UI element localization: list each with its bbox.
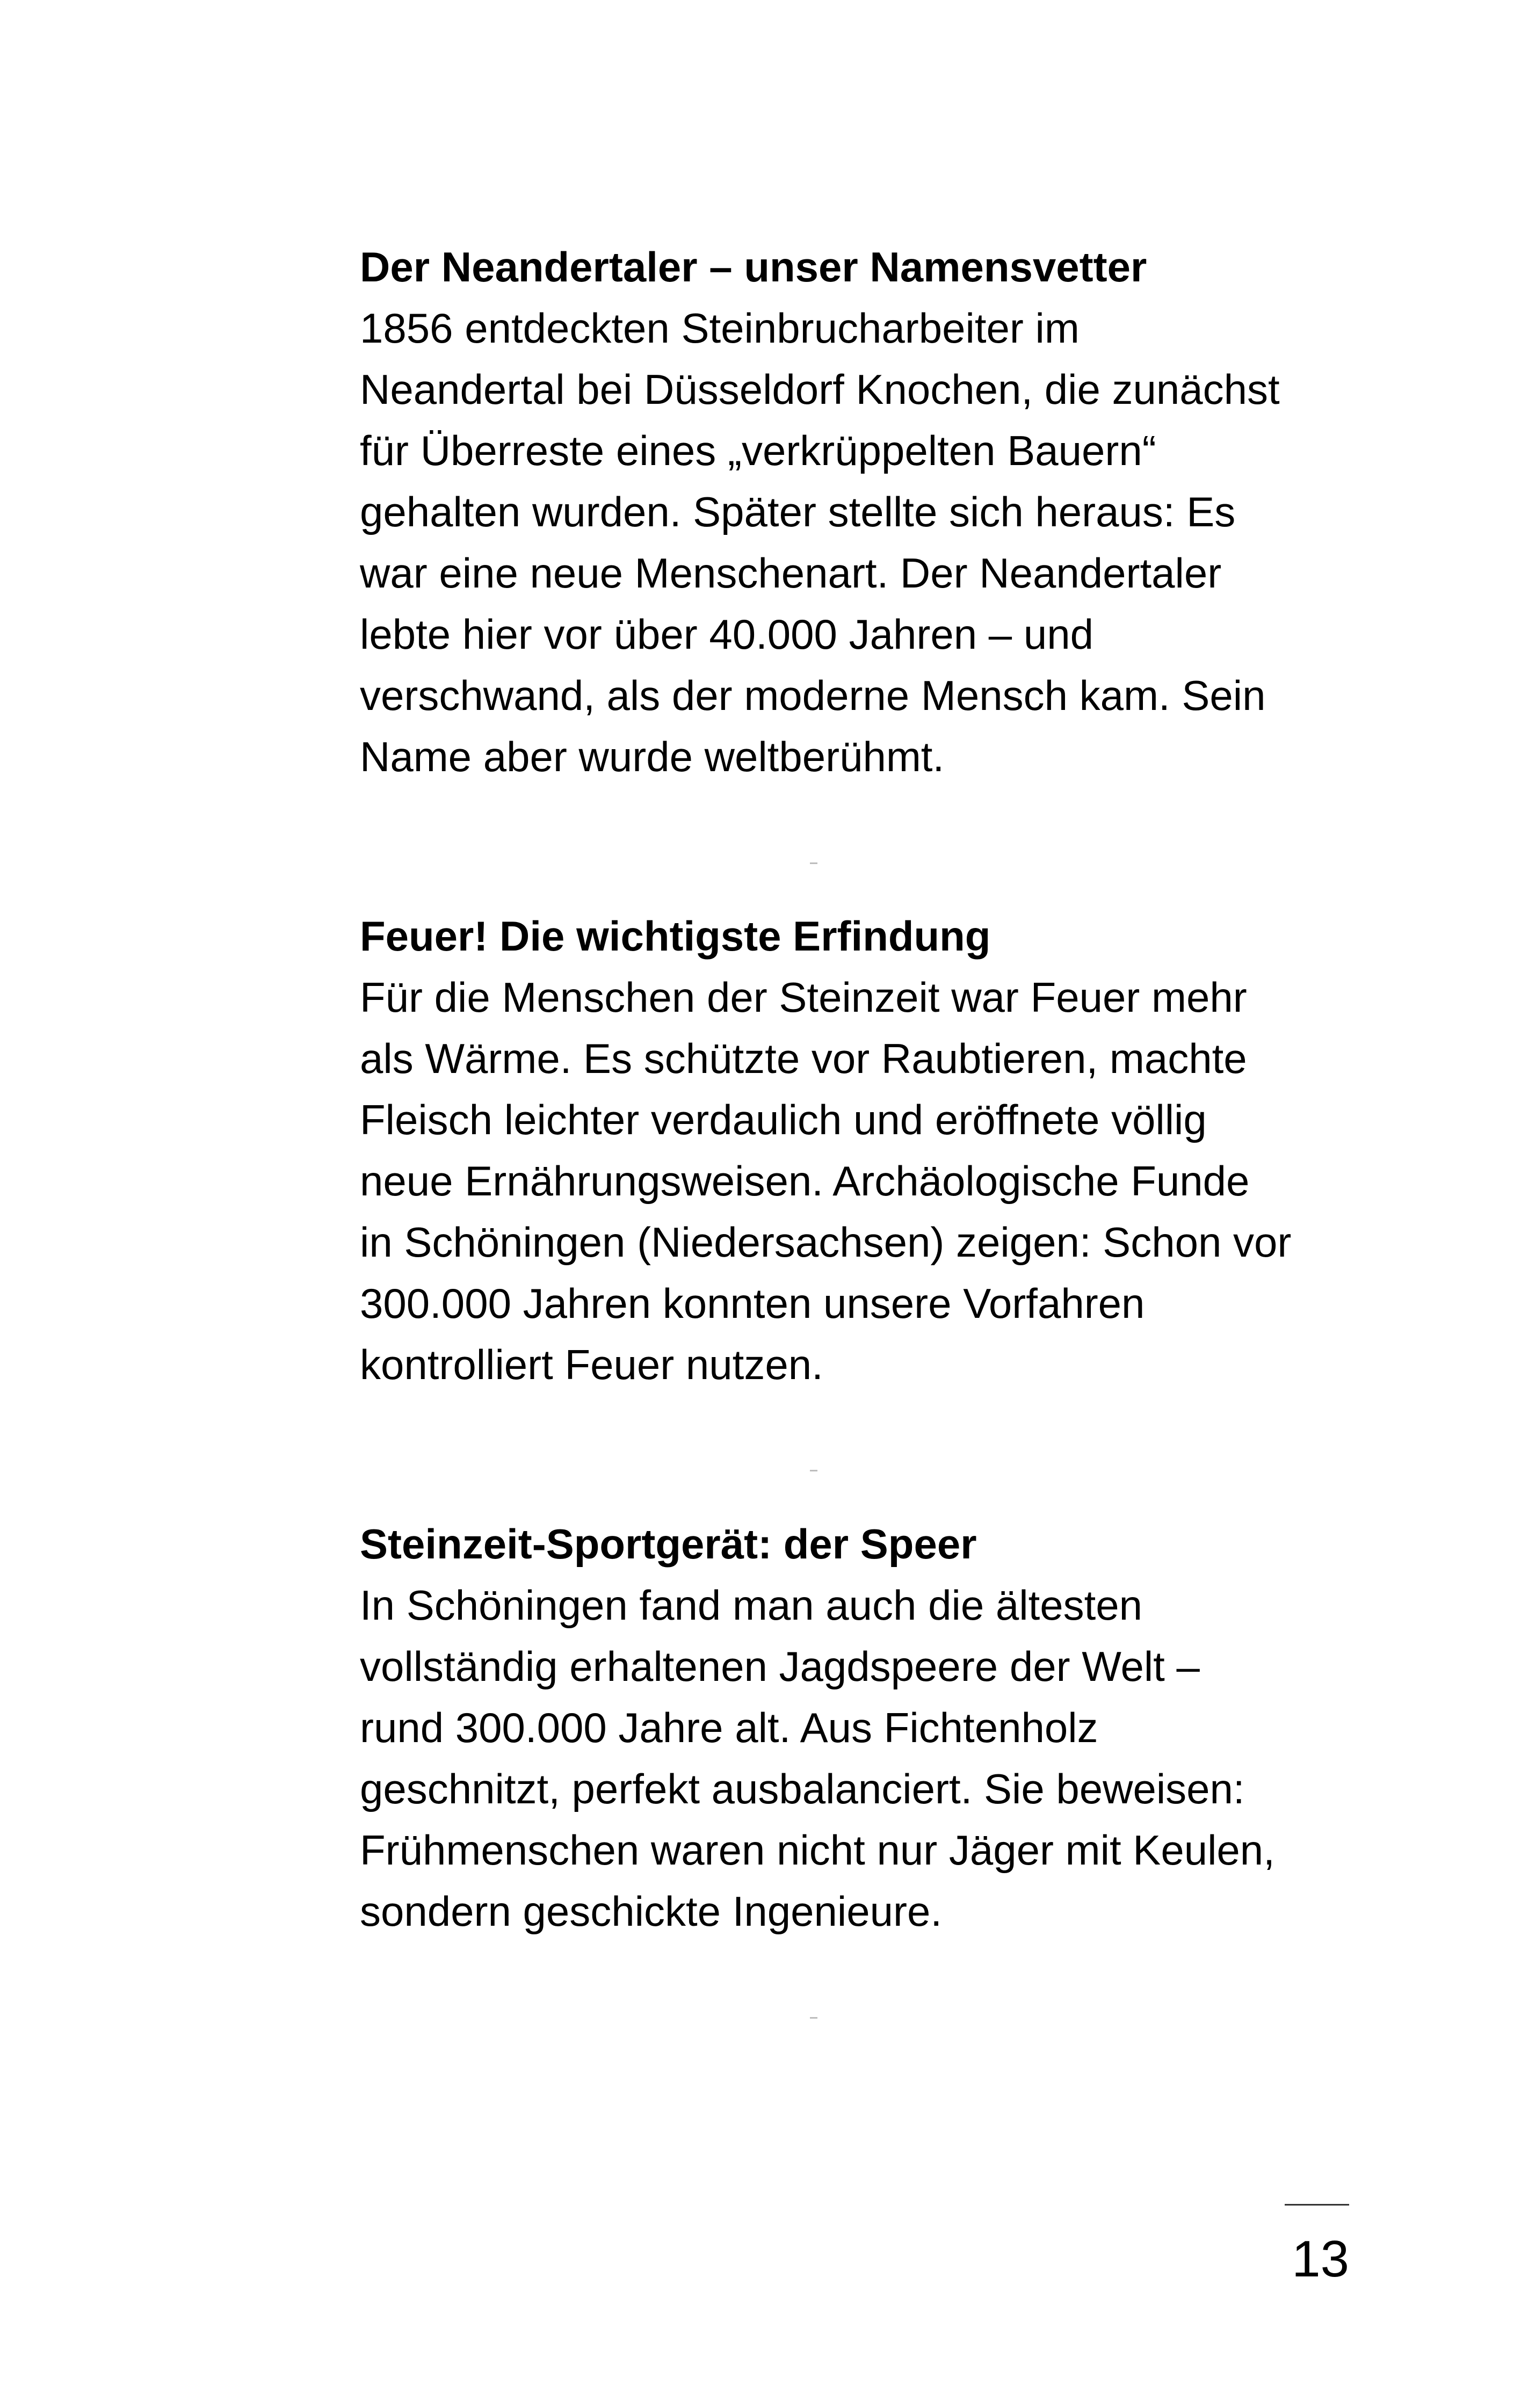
body-line: Für die Menschen der Steinzeit war Feuer mehr bbox=[360, 974, 1247, 1021]
body-line: rund 300.000 Jahre alt. Aus Fichtenholz bbox=[360, 1704, 1098, 1751]
section-feuer bbox=[360, 905, 1370, 1395]
body-line: gehalten wurden. Später stellte sich heraus: Es bbox=[360, 488, 1236, 535]
body-line: in Schöningen (Niedersachsen) zeigen: Schon vor bbox=[360, 1218, 1292, 1266]
body-line: verschwand, als der moderne Mensch kam. Sein bbox=[360, 672, 1266, 719]
body-line: 300.000 Jahren konnten unsere Vorfahren bbox=[360, 1280, 1145, 1327]
section-heading: Der Neandertaler – unser Namensvetter bbox=[360, 243, 1147, 291]
body-line: lebte hier vor über 40.000 Jahren – und bbox=[360, 611, 1093, 658]
section-divider bbox=[810, 2017, 817, 2019]
body-line: 1856 entdeckten Steinbrucharbeiter im bbox=[360, 304, 1080, 352]
body-line: Frühmenschen waren nicht nur Jäger mit Keulen, bbox=[360, 1826, 1275, 1874]
section-divider bbox=[810, 1470, 817, 1471]
page-number-rule bbox=[1285, 2204, 1349, 2206]
section-neandertaler bbox=[360, 236, 1370, 787]
body-line: Fleisch leichter verdaulich und eröffnete völlig bbox=[360, 1096, 1207, 1143]
body-line: kontrolliert Feuer nutzen. bbox=[360, 1341, 823, 1388]
section-divider bbox=[810, 862, 817, 864]
page-number: 13 bbox=[1292, 2230, 1349, 2288]
body-line: sondern geschickte Ingenieure. bbox=[360, 1888, 943, 1935]
body-line: für Überreste eines „verkrüppelten Bauern“ bbox=[360, 427, 1156, 474]
body-line: vollständig erhaltenen Jagdspeere der Welt – bbox=[360, 1643, 1200, 1690]
body-line: war eine neue Menschenart. Der Neandertaler bbox=[360, 549, 1222, 597]
body-line: als Wärme. Es schützte vor Raubtieren, machte bbox=[360, 1035, 1247, 1082]
section-speer bbox=[360, 1513, 1370, 1942]
body-line: In Schöningen fand man auch die ältesten bbox=[360, 1582, 1143, 1629]
section-heading: Feuer! Die wichtigste Erfindung bbox=[360, 912, 991, 960]
body-line: Neandertal bei Düsseldorf Knochen, die zunächst bbox=[360, 366, 1280, 413]
section-heading: Steinzeit-Sportgerät: der Speer bbox=[360, 1520, 977, 1568]
body-line: Name aber wurde weltberühmt. bbox=[360, 733, 945, 780]
body-line: neue Ernährungsweisen. Archäologische Funde bbox=[360, 1157, 1250, 1205]
body-line: geschnitzt, perfekt ausbalanciert. Sie beweisen: bbox=[360, 1765, 1245, 1812]
